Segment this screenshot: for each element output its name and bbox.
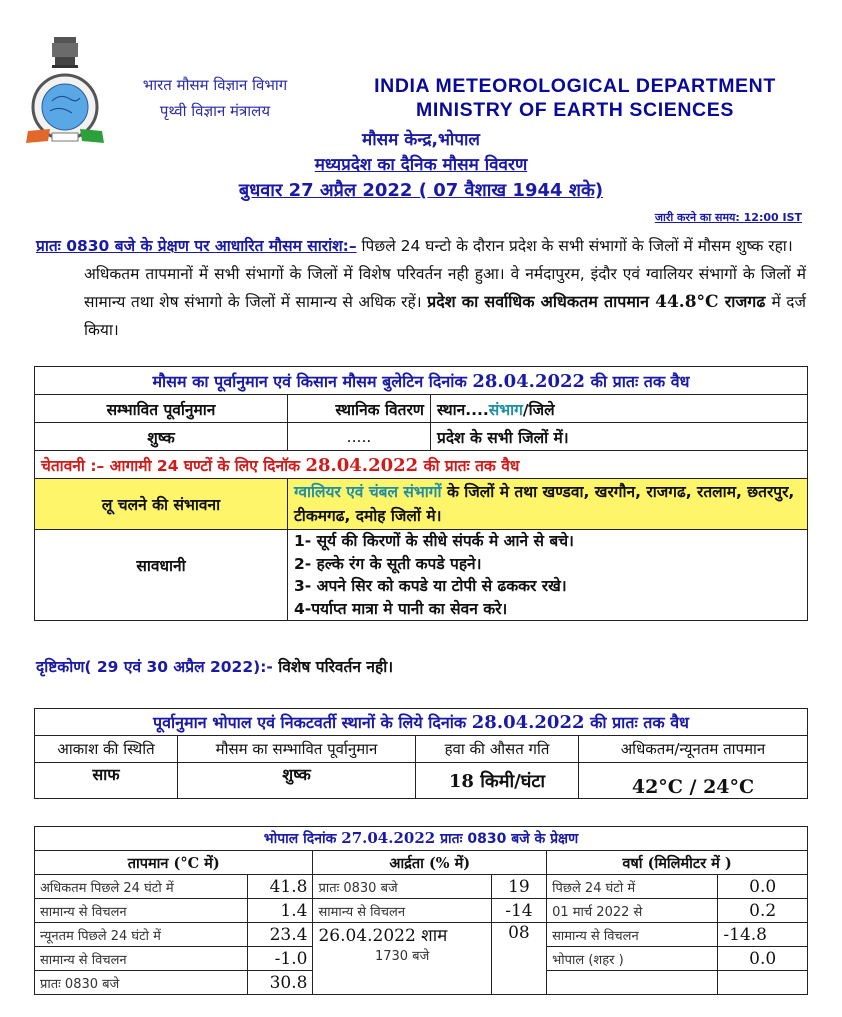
temp-label: प्रातः 0830 बजे: [35, 971, 248, 995]
report-date: बुधवार 27 अप्रैल 2022 ( 07 वैशाख 1944 शके): [238, 180, 604, 201]
bhopal-forecast-table: [34, 708, 808, 799]
forecast-title-prefix: मौसम का पूर्वानुमान एवं किसान मौसम बुलेटिन दिनांक: [152, 371, 467, 391]
heatwave-areas: [288, 479, 808, 530]
english-department-name: [340, 74, 810, 122]
highest-temp-statement: [427, 292, 771, 311]
warning-title-date: 28.04.2022: [305, 454, 419, 476]
col-place-prefix: स्थान....: [437, 400, 489, 419]
col-place-division: संभाग: [488, 400, 523, 419]
rain-value: 0.2: [718, 899, 808, 923]
report-heading: [0, 128, 842, 204]
hindi-dept-line1: भारत मौसम विज्ञान विभाग: [142, 76, 288, 94]
rain-value: -14.8: [718, 923, 808, 947]
header-weather: मौसम का सम्भावित पूर्वानुमान: [178, 736, 416, 763]
outlook-label: दृष्टिकोण( 29 एवं 30 अप्रैल 2022):-: [36, 658, 273, 676]
col-distribution: स्थानिक वितरण: [288, 395, 431, 423]
obs-title-suffix: प्रातः 0830 बजे के प्रेक्षण: [440, 831, 579, 847]
precaution-list: [288, 530, 808, 621]
humidity-value: -14: [491, 899, 546, 923]
summary-lead: प्रातः 0830 बजे के प्रेक्षण पर आधारित मौसम सारांश:–: [36, 237, 357, 255]
precaution-item: 3- अपने सिर को कपडे या टोपी से ढककर रखे।: [294, 577, 567, 595]
temp-label: सामान्य से विचलन: [35, 899, 248, 923]
col-forecast: सम्भावित पूर्वानुमान: [35, 395, 288, 423]
outlook-text: विशेष परिवर्तन नही।: [272, 658, 394, 676]
hindi-dept-line2: पृथ्वी विज्ञान मंत्रालय: [159, 102, 271, 120]
value-wind: 18 किमी/घंटा: [416, 763, 579, 799]
temp-value: 30.8: [248, 971, 313, 995]
hindi-department-name: [120, 72, 310, 124]
header-sky: आकाश की स्थिति: [35, 736, 178, 763]
header-temp: अधिकतम/न्यूनतम तापमान: [579, 736, 808, 763]
highest-temp-place: राजगढ: [724, 292, 766, 311]
observations-table: [34, 826, 808, 995]
empty-cell: [718, 971, 808, 995]
observations-title: [35, 827, 808, 851]
forecast-title-suffix: की प्रातः तक वैध: [590, 371, 690, 391]
issue-time: जारी करने का समय: 12:00 IST: [654, 211, 802, 224]
obs-title-prefix: भोपाल दिनांक: [263, 831, 337, 847]
humidity-evening-label: [313, 923, 491, 995]
row-place: प्रदेश के सभी जिलों में।: [431, 423, 808, 451]
weather-summary: [36, 232, 806, 344]
temp-value: 23.4: [248, 923, 313, 947]
precaution-item: 1- सूर्य की किरणों के सीधे संपर्क मे आने से बचे।: [294, 532, 574, 550]
humidity-value: 08: [491, 923, 546, 995]
row-forecast: शुष्क: [35, 423, 288, 451]
english-dept-line2: MINISTRY OF EARTH SCIENCES: [416, 99, 734, 121]
value-temp: 42°C / 24°C: [579, 763, 808, 799]
rain-value: 0.0: [718, 947, 808, 971]
heatwave-divisions: ग्वालियर एवं चंबल संभागों: [294, 483, 442, 501]
table-row: [35, 875, 808, 899]
rain-value: 0.0: [718, 875, 808, 899]
precaution-item: 4-पर्याप्त मात्रा मे पानी का सेवन करे।: [294, 599, 508, 618]
heatwave-districts: के जिलों मे तथा खण्डवा, खरगौन, राजगढ, रतलाम, छतरपुर, टीकमगढ, दमोह जिलों मे।: [294, 483, 795, 525]
warning-title: [35, 451, 808, 479]
humidity-evening-date: 26.04.2022 शाम: [318, 926, 448, 946]
precaution-label: सावधानी: [35, 530, 288, 621]
humidity-label: सामान्य से विचलन: [313, 899, 491, 923]
value-weather: शुष्क: [178, 763, 416, 799]
temperature-header: तापमान (°C में): [35, 851, 313, 875]
english-dept-line1: INDIA METEOROLOGICAL DEPARTMENT: [374, 75, 776, 97]
rainfall-header: वर्षा (मिलिमीटर में ): [547, 851, 808, 875]
table-row: [35, 923, 808, 947]
humidity-value: 19: [491, 875, 546, 899]
temp-label: अधिकतम पिछले 24 घंटो में: [35, 875, 248, 899]
summary-para1: पिछले 24 घन्टो के दौरान प्रदेश के सभी संभागों के जिलों में मौसम शुष्क रहा।: [356, 237, 793, 255]
highest-temp-value: 44.8°C: [655, 292, 719, 312]
rain-label: पिछले 24 घंटो में: [547, 875, 718, 899]
empty-cell: [547, 971, 718, 995]
warning-title-prefix: चेतावनी :– आगामी 24 घण्टों के लिए दिनॉक: [41, 456, 301, 475]
humidity-evening-time: 1730 बजे: [374, 949, 430, 964]
rain-label: 01 मार्च 2022 से: [547, 899, 718, 923]
temp-label: सामान्य से विचलन: [35, 947, 248, 971]
row-distribution: .....: [288, 423, 431, 451]
met-center: मौसम केन्द्र,भोपाल: [362, 130, 480, 150]
outlook: [36, 655, 393, 677]
forecast-table: [34, 366, 808, 621]
heatwave-label: लू चलने की संभावना: [35, 479, 288, 530]
col-place-suffix: /जिले: [522, 400, 555, 419]
temp-label: न्यूनतम पिछले 24 घंटो में: [35, 923, 248, 947]
humidity-label: प्रातः 0830 बजे: [313, 875, 491, 899]
highest-temp-prefix: प्रदेश का सर्वाधिक अधिकतम तापमान: [427, 292, 649, 311]
forecast-title: [35, 367, 808, 395]
header-wind: हवा की औसत गति: [416, 736, 579, 763]
report-title: मध्यप्रदेश का दैनिक मौसम विवरण: [314, 155, 528, 175]
forecast-title-date: 28.04.2022: [472, 370, 586, 392]
bhopal-title-suffix: की प्रातः तक वैध: [590, 713, 689, 732]
temp-value: 1.4: [248, 899, 313, 923]
value-sky: साफ: [35, 763, 178, 799]
temp-value: 41.8: [248, 875, 313, 899]
bhopal-forecast-title: [35, 709, 808, 736]
summary-para2: अधिकतम तापमानों में सभी संभागों के जिलों में विशेष परिवर्तन नही हुआ। वे नर्मदापुरम, इंदौर एवं ग्वालियर संभागों के जिलों में सामान्य तथा शेष संभागो के जिलों में सामान्य से अधिक रहें।: [84, 265, 806, 311]
table-row: [35, 899, 808, 923]
bhopal-title-prefix: पूर्वानुमान भोपाल एवं निकटवर्ती स्थानों के लिये दिनांक: [153, 713, 467, 732]
warning-title-suffix: की प्रातः तक वैध: [423, 456, 520, 475]
highest-temp-suffix: में दर्ज किया।: [84, 293, 807, 339]
temp-value: -1.0: [248, 947, 313, 971]
bhopal-title-date: 28.04.2022: [471, 712, 585, 733]
humidity-header: आर्द्रता (% में): [313, 851, 547, 875]
col-place: [431, 395, 808, 423]
obs-title-date: 27.04.2022: [341, 829, 436, 847]
precaution-item: 2- हल्के रंग के सूती कपडे पहने।: [294, 554, 482, 573]
rain-label: सामान्य से विचलन: [547, 923, 718, 947]
rain-label: भोपाल (शहर ): [547, 947, 718, 971]
